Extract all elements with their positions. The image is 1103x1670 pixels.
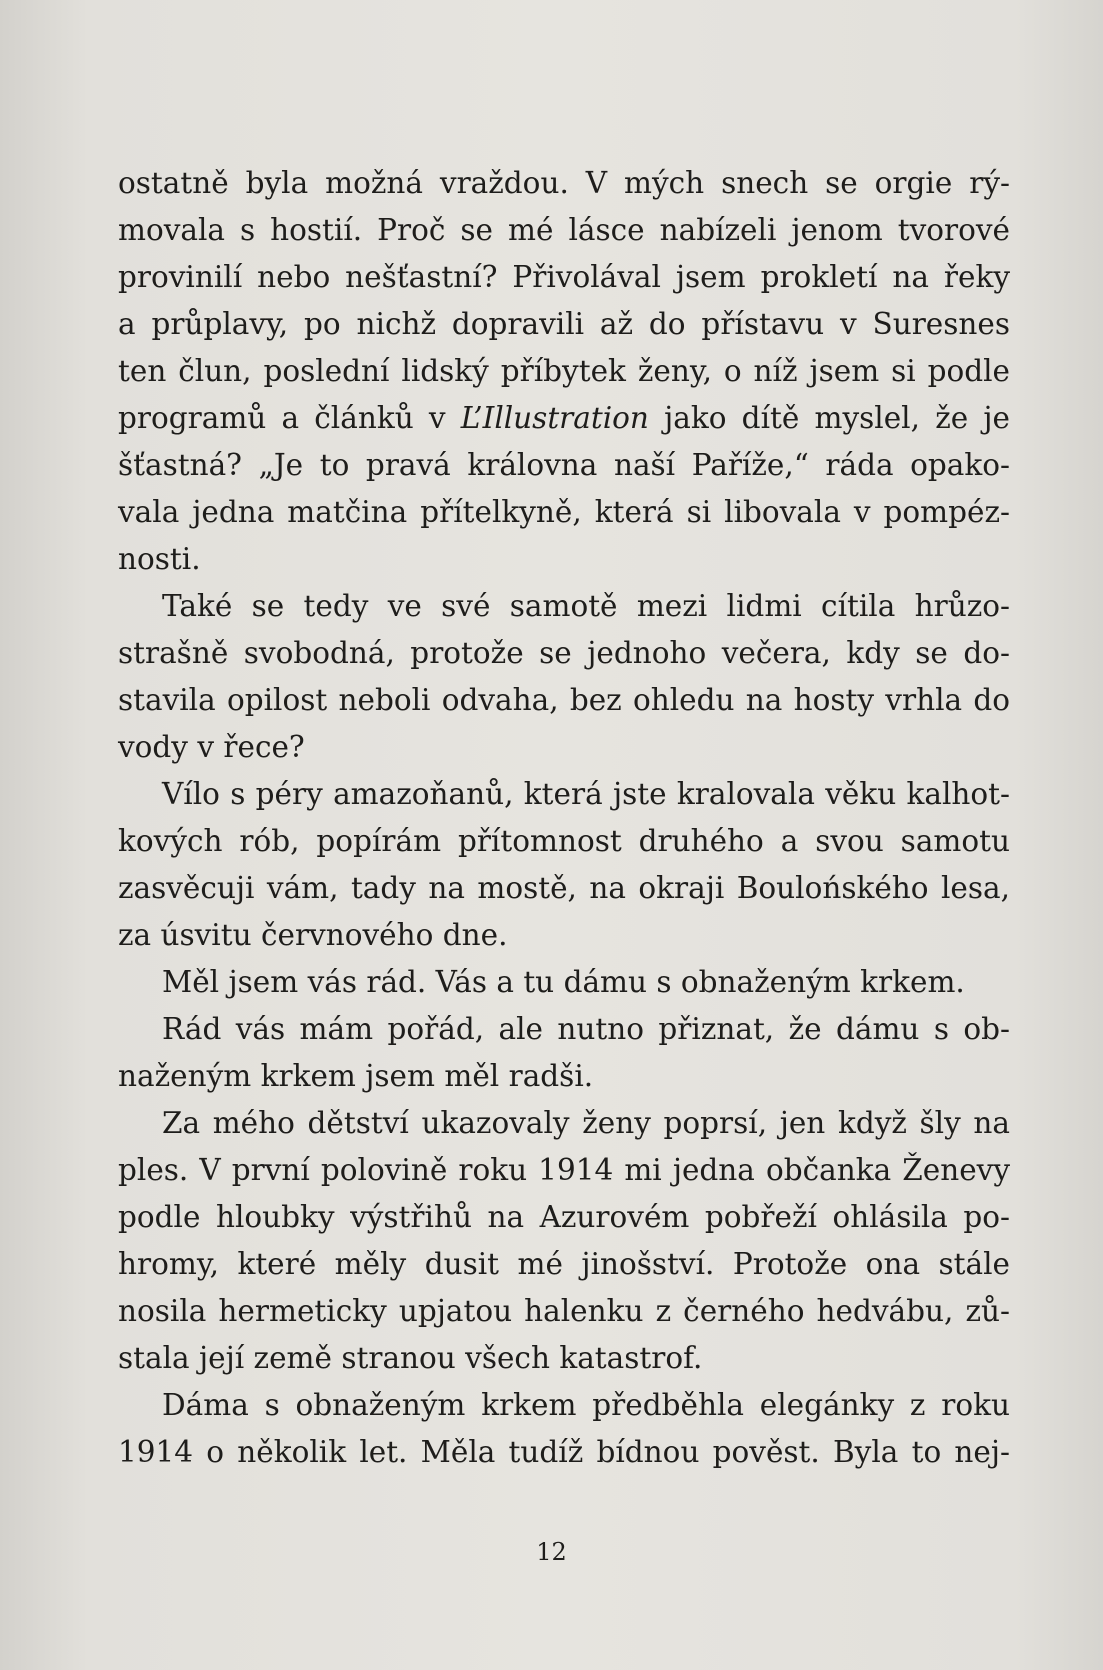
text-line: nosila hermeticky upjatou halenku z černého hedvábu, zů- xyxy=(118,1294,1010,1328)
text-line: stavila opilost neboli odvaha, bez ohledu na hosty vrhla do xyxy=(118,683,1010,717)
text-line: zasvěcuji vám, tady na mostě, na okraji Boulońského lesa, xyxy=(118,871,1010,905)
text-line: provinilí nebo nešťastní? Přivolával jsem prokletí na řeky xyxy=(118,260,1010,294)
text-line-part: jako dítě myslel, že je xyxy=(648,401,1010,435)
text-line: Rád vás mám pořád, ale nutno přiznat, že dámu s ob- xyxy=(162,1012,1010,1046)
text-line: hromy, které měly dusit mé jinošství. Protože ona stále xyxy=(118,1247,1010,1281)
text-line: a průplavy, po nichž dopravili až do přístavu v Suresnes xyxy=(118,307,1010,341)
publication-title: L’Illustration xyxy=(460,401,649,435)
text-line: kových rób, popírám přítomnost druhého a svou samotu xyxy=(118,824,1010,858)
text-line: stala její země stranou všech katastrof. xyxy=(118,1341,703,1375)
text-line: Vílo s péry amazoňanů, která jste kralovala věku kalhot- xyxy=(162,777,1010,811)
text-line: vody v řece? xyxy=(118,730,305,764)
text-line: strašně svobodná, protože se jednoho večera, kdy se do- xyxy=(118,636,1010,670)
text-line: ten člun, poslední lidský příbytek ženy, o níž jsem si podle xyxy=(118,354,1010,388)
text-line: za úsvitu červnového dne. xyxy=(118,918,508,952)
body-text xyxy=(118,160,1010,1476)
text-line xyxy=(118,395,1010,442)
text-line: Dáma s obnaženým krkem předběhla elegánky z roku xyxy=(162,1388,1010,1422)
text-line: naženým krkem jsem měl radši. xyxy=(118,1059,594,1093)
text-line: ostatně byla možná vraždou. V mých snech se orgie rý- xyxy=(118,166,1010,200)
text-line-part: programů a článků v xyxy=(118,401,461,435)
text-line: šťastná? „Je to pravá královna naší Paříže,“ ráda opako- xyxy=(118,448,1010,482)
text-line: nosti. xyxy=(118,542,201,576)
page-number: 12 xyxy=(536,1538,567,1566)
text-line: movala s hostií. Proč se mé lásce nabízeli jenom tvorové xyxy=(118,213,1010,247)
text-line: Také se tedy ve své samotě mezi lidmi cítila hrůzo- xyxy=(162,589,1010,623)
text-line: vala jedna matčina přítelkyně, která si libovala v pompéz- xyxy=(118,495,1010,529)
text-line: Za mého dětství ukazovaly ženy poprsí, jen když šly na xyxy=(162,1106,1010,1140)
text-line: 1914 o několik let. Měla tudíž bídnou pověst. Byla to nej- xyxy=(118,1435,1010,1469)
text-line: ples. V první polovině roku 1914 mi jedna občanka Ženevy xyxy=(118,1153,1010,1187)
text-line: Měl jsem vás rád. Vás a tu dámu s obnaženým krkem. xyxy=(162,965,965,999)
text-line: podle hloubky výstřihů na Azurovém pobřeží ohlásila po- xyxy=(118,1200,1010,1234)
